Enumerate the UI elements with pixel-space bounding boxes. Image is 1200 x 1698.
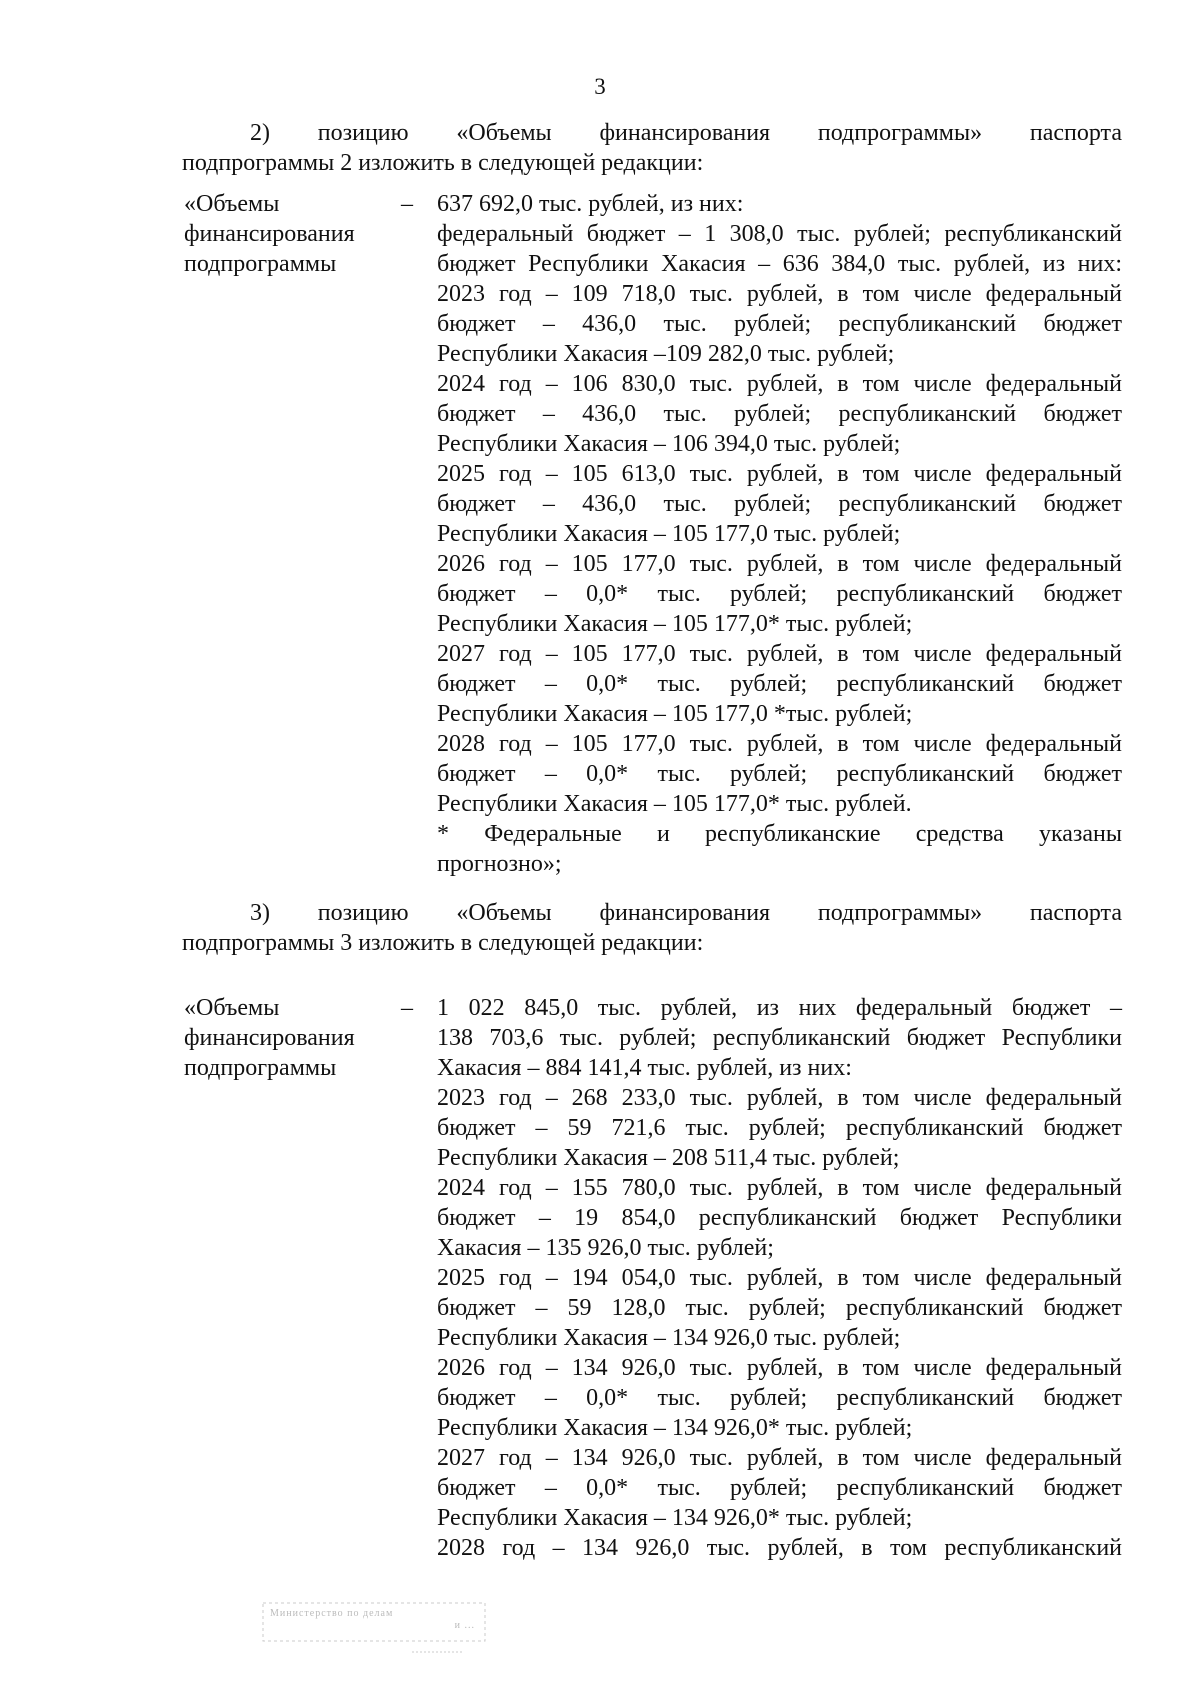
section-2-intro-line-1: 2) позицию «Объемы финансирования подпрограммы» паспорта: [250, 120, 1122, 146]
page-number: 3: [594, 74, 606, 99]
section-2-dash: –: [401, 191, 413, 217]
funding-line: 637 692,0 тыс. рублей, из них:: [437, 191, 744, 217]
funding-line: Республики Хакасия – 105 177,0 *тыс. рублей;: [437, 701, 913, 727]
section-3-label-line: подпрограммы: [184, 1055, 337, 1081]
section-2-funding-text: [437, 189, 1122, 879]
funding-line: Республики Хакасия – 134 926,0 тыс. рублей;: [437, 1325, 901, 1351]
stamp-line: и ...: [454, 1620, 475, 1631]
stamp-text: [270, 1608, 475, 1632]
section-3-label-line: финансирования: [184, 1025, 355, 1051]
funding-line: Республики Хакасия – 105 177,0* тыс. рублей.: [437, 791, 912, 817]
section-3-label-line: «Объемы: [184, 995, 280, 1021]
funding-line: бюджет – 19 854,0 республиканский бюджет Республики: [437, 1205, 1122, 1231]
funding-line: Республики Хакасия – 105 177,0 тыс. рублей;: [437, 521, 901, 547]
funding-line: Республики Хакасия – 134 926,0* тыс. рублей;: [437, 1415, 913, 1441]
registration-stamp: [262, 1600, 488, 1654]
section-3-intro: [182, 898, 1122, 958]
funding-line: 2026 год – 105 177,0 тыс. рублей, в том числе федеральный: [437, 551, 1122, 577]
funding-line: бюджет – 59 721,6 тыс. рублей; республиканский бюджет: [437, 1115, 1122, 1141]
section-3-intro-line-1: 3) позицию «Объемы финансирования подпрограммы» паспорта: [250, 900, 1122, 926]
funding-line: бюджет – 0,0* тыс. рублей; республиканский бюджет: [437, 761, 1122, 787]
section-2-label-line: финансирования: [184, 221, 355, 247]
footnote-line: прогнозно»;: [437, 851, 562, 877]
section-3-label: [184, 993, 384, 1083]
funding-line: 1 022 845,0 тыс. рублей, из них федеральный бюджет –: [437, 995, 1122, 1021]
funding-line: 2024 год – 106 830,0 тыс. рублей, в том числе федеральный: [437, 371, 1122, 397]
funding-line: 2025 год – 194 054,0 тыс. рублей, в том числе федеральный: [437, 1265, 1122, 1291]
funding-line: бюджет – 59 128,0 тыс. рублей; республиканский бюджет: [437, 1295, 1122, 1321]
funding-line: бюджет – 436,0 тыс. рублей; республиканский бюджет: [437, 491, 1122, 517]
funding-line: бюджет – 436,0 тыс. рублей; республиканский бюджет: [437, 401, 1122, 427]
section-2-intro-line-2: подпрограммы 2 изложить в следующей редакции:: [182, 150, 704, 176]
footnote-line: * Федеральные и республиканские средства указаны: [437, 821, 1122, 847]
section-2-label-line: «Объемы: [184, 191, 280, 217]
stamp-line: Министерство по делам: [270, 1608, 394, 1619]
funding-line: 2023 год – 109 718,0 тыс. рублей, в том числе федеральный: [437, 281, 1122, 307]
section-2-label: [184, 189, 384, 279]
funding-line: Республики Хакасия – 105 177,0* тыс. рублей;: [437, 611, 913, 637]
funding-line: 2027 год – 134 926,0 тыс. рублей, в том числе федеральный: [437, 1445, 1122, 1471]
funding-line: 2026 год – 134 926,0 тыс. рублей, в том числе федеральный: [437, 1355, 1122, 1381]
section-3-intro-line-2: подпрограммы 3 изложить в следующей редакции:: [182, 930, 704, 956]
funding-line: 2023 год – 268 233,0 тыс. рублей, в том числе федеральный: [437, 1085, 1122, 1111]
funding-line: Хакасия – 884 141,4 тыс. рублей, из них:: [437, 1055, 852, 1081]
funding-line: бюджет – 0,0* тыс. рублей; республиканский бюджет: [437, 581, 1122, 607]
section-3-dash: –: [401, 995, 413, 1021]
funding-line: бюджет – 0,0* тыс. рублей; республиканский бюджет: [437, 1385, 1122, 1411]
funding-line: Хакасия – 135 926,0 тыс. рублей;: [437, 1235, 774, 1261]
funding-line: 2028 год – 134 926,0 тыс. рублей, в том республиканский: [437, 1535, 1122, 1561]
section-2-intro: [182, 118, 1122, 178]
funding-line: 2027 год – 105 177,0 тыс. рублей, в том числе федеральный: [437, 641, 1122, 667]
section-2-label-line: подпрограммы: [184, 251, 337, 277]
funding-line: Республики Хакасия – 134 926,0* тыс. рублей;: [437, 1505, 913, 1531]
funding-line: 138 703,6 тыс. рублей; республиканский бюджет Республики: [437, 1025, 1122, 1051]
funding-line: 2028 год – 105 177,0 тыс. рублей, в том числе федеральный: [437, 731, 1122, 757]
funding-line: бюджет Республики Хакасия – 636 384,0 тыс. рублей, из них:: [437, 251, 1122, 277]
funding-line: Республики Хакасия –109 282,0 тыс. рублей;: [437, 341, 895, 367]
funding-line: Республики Хакасия – 106 394,0 тыс. рублей;: [437, 431, 901, 457]
funding-line: бюджет – 0,0* тыс. рублей; республиканский бюджет: [437, 671, 1122, 697]
section-3-funding-text: [437, 993, 1122, 1563]
funding-line: 2025 год – 105 613,0 тыс. рублей, в том числе федеральный: [437, 461, 1122, 487]
funding-line: бюджет – 0,0* тыс. рублей; республиканский бюджет: [437, 1475, 1122, 1501]
funding-line: федеральный бюджет – 1 308,0 тыс. рублей; республиканский: [437, 221, 1122, 247]
funding-line: 2024 год – 155 780,0 тыс. рублей, в том числе федеральный: [437, 1175, 1122, 1201]
funding-line: Республики Хакасия – 208 511,4 тыс. рублей;: [437, 1145, 900, 1171]
funding-line: бюджет – 436,0 тыс. рублей; республиканский бюджет: [437, 311, 1122, 337]
